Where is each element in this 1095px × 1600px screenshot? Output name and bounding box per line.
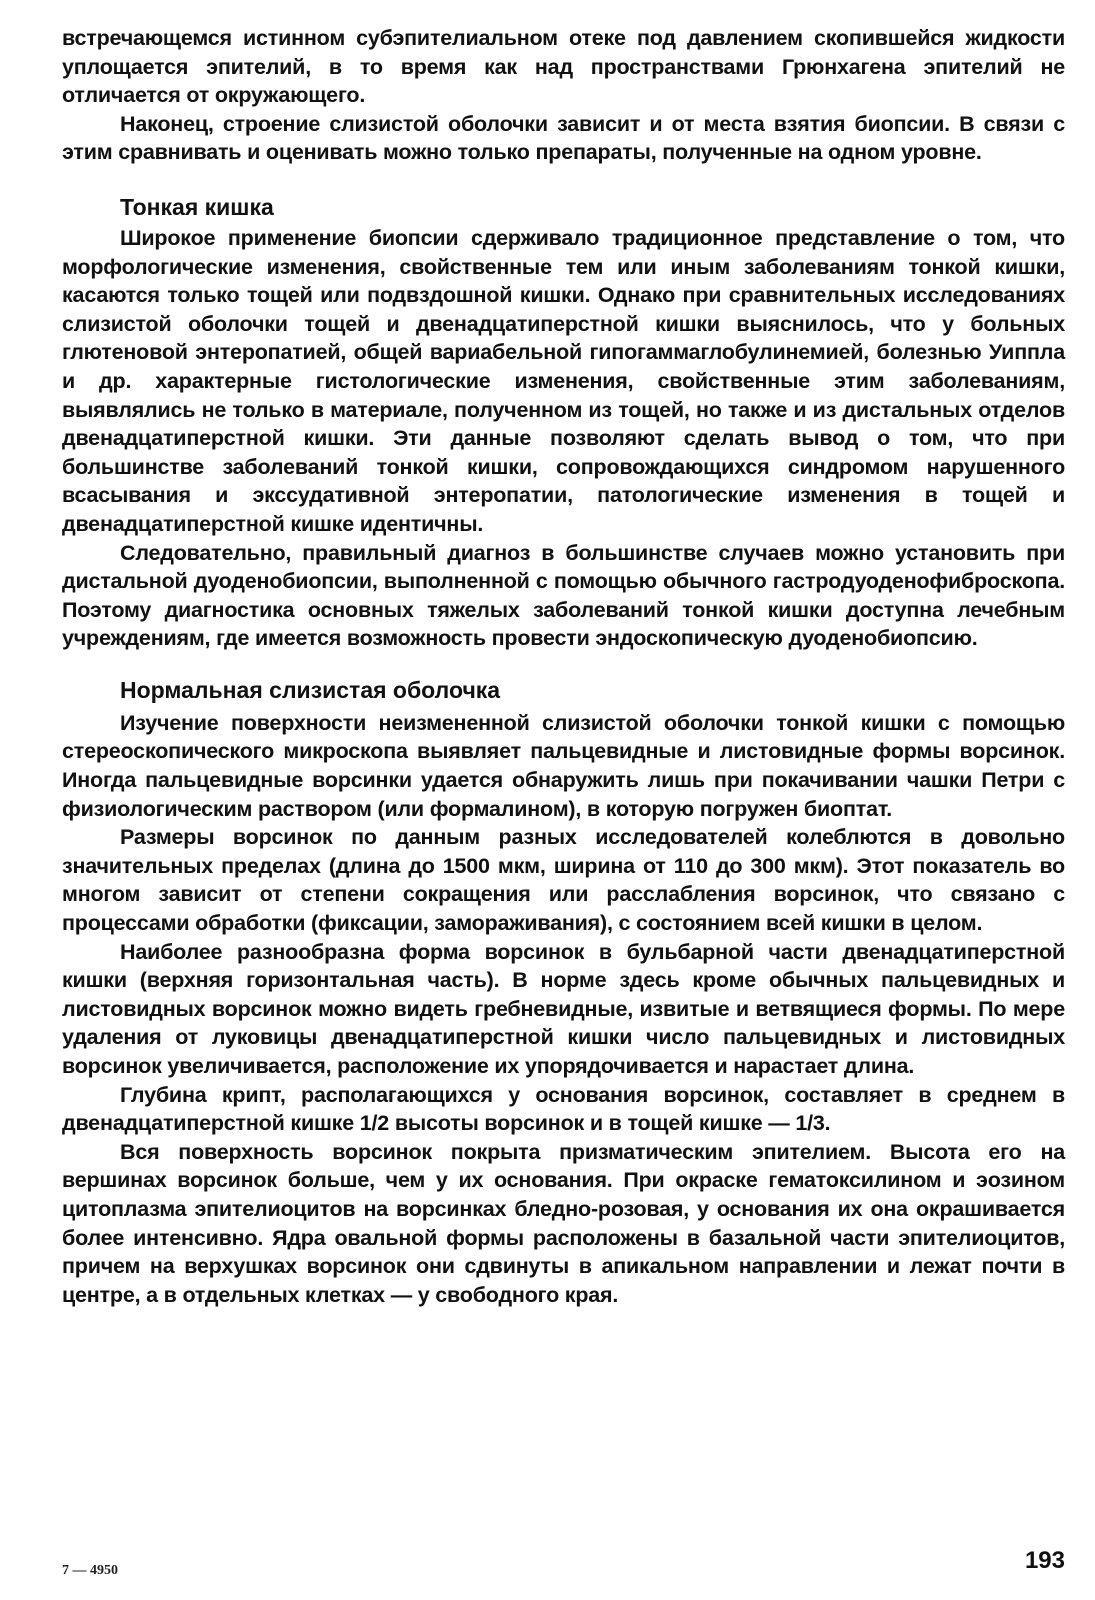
heading-normal-mucosa: Нормальная слизистая оболочка bbox=[120, 676, 501, 703]
paragraph-biopsy-application: Широкое применение биопсии сдерживало традиционное представление о том, что морфологические изменения, свойственные тем или иным заболеваниям тонкой кишки, касаются только тощей или подвздошной кишки. Однако при сравнительных исследованиях слизистой оболочки тощей и двенадцатиперстной кишки выяснилось, что у больных глютеновой энтеропатией, общей вариабельной гипогаммаглобулинемией, болезнью Уиппла и др. характерные гистологические изменения, свойственные этим заболеваниям, выявлялись не только в материале, полученном из тощей, но также и из дистальных отделов двенадцатиперстной кишки. Эти данные позволяют сделать вывод о том, что при большинстве заболеваний тонкой кишки, сопровождающихся синдромом нарушенного всасывания и экссудативной энтеропатии, патологические изменения в тощей и двенадцатиперстной кишке идентичны. bbox=[62, 225, 1065, 536]
paragraph-villi-size: Размеры ворсинок по данным разных исследователей колеблются в довольно значительных пределах (длина до 1500 мкм, ширина от 110 до 300 мкм). Этот показатель во многом зависит от степени сокращения или расслабления ворсинок, что связано с процессами обработки (фиксации, замораживания), с состоянием всей кишки в целом. bbox=[62, 825, 1065, 936]
paragraph-diagnosis: Следовательно, правильный диагноз в большинстве случаев можно установить при дистальной дуоденобиопсии, выполненной с помощью обычного гастродуоденофиброскопа. Поэтому диагностика основных тяжелых заболеваний тонкой кишки доступна лечебным учреждениям, где имеется возможность провести эндоскопическую дуоденобиопсию. bbox=[62, 540, 1065, 651]
paragraph-biopsy-site: Наконец, строение слизистой оболочки зависит и от места взятия биопсии. В связи с этим сравнивать и оценивать можно только препараты, полученные на одном уровне. bbox=[62, 111, 1065, 165]
footer-print-code: 7 — 4950 bbox=[62, 1563, 118, 1578]
paragraph-surface-study: Изучение поверхности неизмененной слизистой оболочки тонкой кишки с помощью стереоскопического микроскопа выявляет пальцевидные и листовидные формы ворсинок. Иногда пальцевидные ворсинки удается обнаружить лишь при покачивании чашки Петри с физиологическим раствором (или формалином), в которую погружен биоптат. bbox=[62, 710, 1065, 821]
page-number: 193 bbox=[1024, 1547, 1065, 1574]
paragraph-epithelium: Вся поверхность ворсинок покрыта призматическим эпителием. Высота его на вершинах ворсинок больше, чем у их основания. При окраске гематоксилином и эозином цитоплазма эпителиоцитов на ворсинках бледно-розовая, у основания их она окрашивается более интенсивно. Ядра овальной формы расположены в базальной части эпителиоцитов, причем на верхушках ворсинок они сдвинуты в апикальном направлении и лежат почти в центре, а в отдельных клетках — у свободного края. bbox=[62, 1139, 1065, 1307]
paragraph-crypt-depth: Глубина крипт, располагающихся у основания ворсинок, составляет в среднем в двенадцатиперстной кишке 1/2 высоты ворсинок и в тощей кишке — 1/3. bbox=[62, 1082, 1065, 1136]
heading-small-intestine: Тонкая кишка bbox=[120, 193, 274, 220]
paragraph-continuation: встречающемся истинном субэпителиальном отеке под давлением скопившейся жидкости уплощается эпителий, в то время как над пространствами Грюнхагена эпителий не отличается от окружающего. bbox=[62, 26, 1065, 108]
paragraph-villi-shape: Наиболее разнообразна форма ворсинок в бульбарной части двенадцатиперстной кишки (верхняя горизонтальная часть). В норме здесь кроме обычных пальцевидных и листовидных ворсинок можно видеть гребневидные, извитые и ветвящиеся формы. По мере удаления от луковицы двенадцатиперстной кишки число пальцевидных и листовидных ворсинок увеличивается, расположение их упорядочивается и нарастает длина. bbox=[62, 939, 1065, 1078]
page-body bbox=[62, 24, 1065, 1309]
